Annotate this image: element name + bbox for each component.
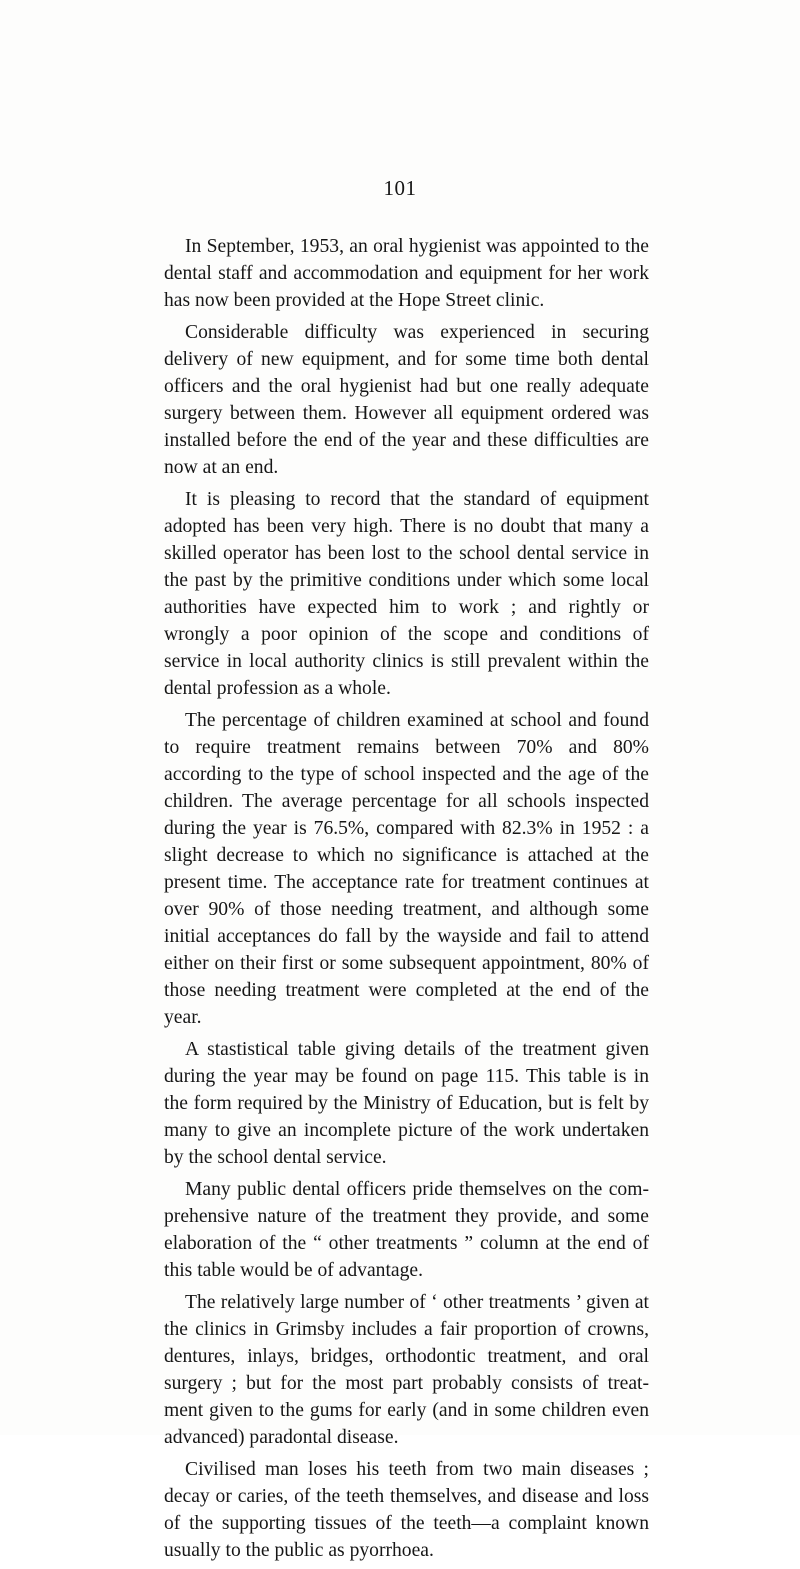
paragraph-dental-diseases: Civilised man loses his teeth from two main diseases ; decay or caries, of the teeth themselves, and disease and loss of the supporting tissues of the teeth—a complaint known usually to the public as pyorrhoea. — [164, 1459, 649, 1561]
body-text — [164, 233, 649, 1569]
paragraph-oral-hygienist: In September, 1953, an oral hygienist was appointed to the dental staff and accommodation and equipment for her work has now been provided at the Hope Street clinic. — [164, 236, 649, 311]
paragraph-statistical-table: A stastistical table giving details of the treatment given during the year may be found on page 115. This table is in the form required by the Ministry of Education, but is felt by many to give an incomplete picture of the work undertaken by the school dental service. — [164, 1039, 649, 1168]
paragraph-comprehensive-treatment: Many public dental officers pride themselves on the com- prehensive nature of the treatment they provide, and some elaboration of the “ other treatments ” column at the end of this table would be of advantage. — [164, 1179, 649, 1281]
page-number: 101 — [383, 176, 417, 200]
paragraph-equipment-delivery: Considerable difficulty was experienced in securing delivery of new equipment, and for some time both dental officers and the oral hygienist had but one really adequate surgery between them. However all equipment ordered was installed before the end of the year and these difficulties are now at an end. — [164, 322, 649, 478]
paragraph-equipment-standard: It is pleasing to record that the standard of equipment adopted has been very high. There is no doubt that many a skilled operator has been lost to the school dental service in the past by the primitive conditions under which some local authorities have expected him to work ; and rightly or wrongly a poor opinion of the scope and conditions of service in local authority clinics is still prevalent within the dental profession as a whole. — [164, 489, 649, 699]
paragraph-other-treatments: The relatively large number of ‘ other treatments ’ given at the clinics in Grimsby includes a fair proportion of crowns, dentures, inlays, bridges, orthodontic treatment, and oral surgery ; but for the most part probably consists of treat- ment given to the gums for early (and in some children even advanced) paradontal disease. — [164, 1292, 649, 1448]
paragraph-treatment-percentage: The percentage of children examined at school and found to require treatment remains between 70% and 80% according to the type of school inspected and the age of the children. The average percentage for all schools inspected during the year is 76.5%, compared with 82.3% in 1952 : a slight decrease to which no significance is attached at the present time. The acceptance rate for treatment continues at over 90% of those needing treatment, and although some initial acceptances do fall by the wayside and fail to attend either on their first or some subsequent appointment, 80% of those needing treatment were completed at the end of the year. — [164, 710, 649, 1028]
